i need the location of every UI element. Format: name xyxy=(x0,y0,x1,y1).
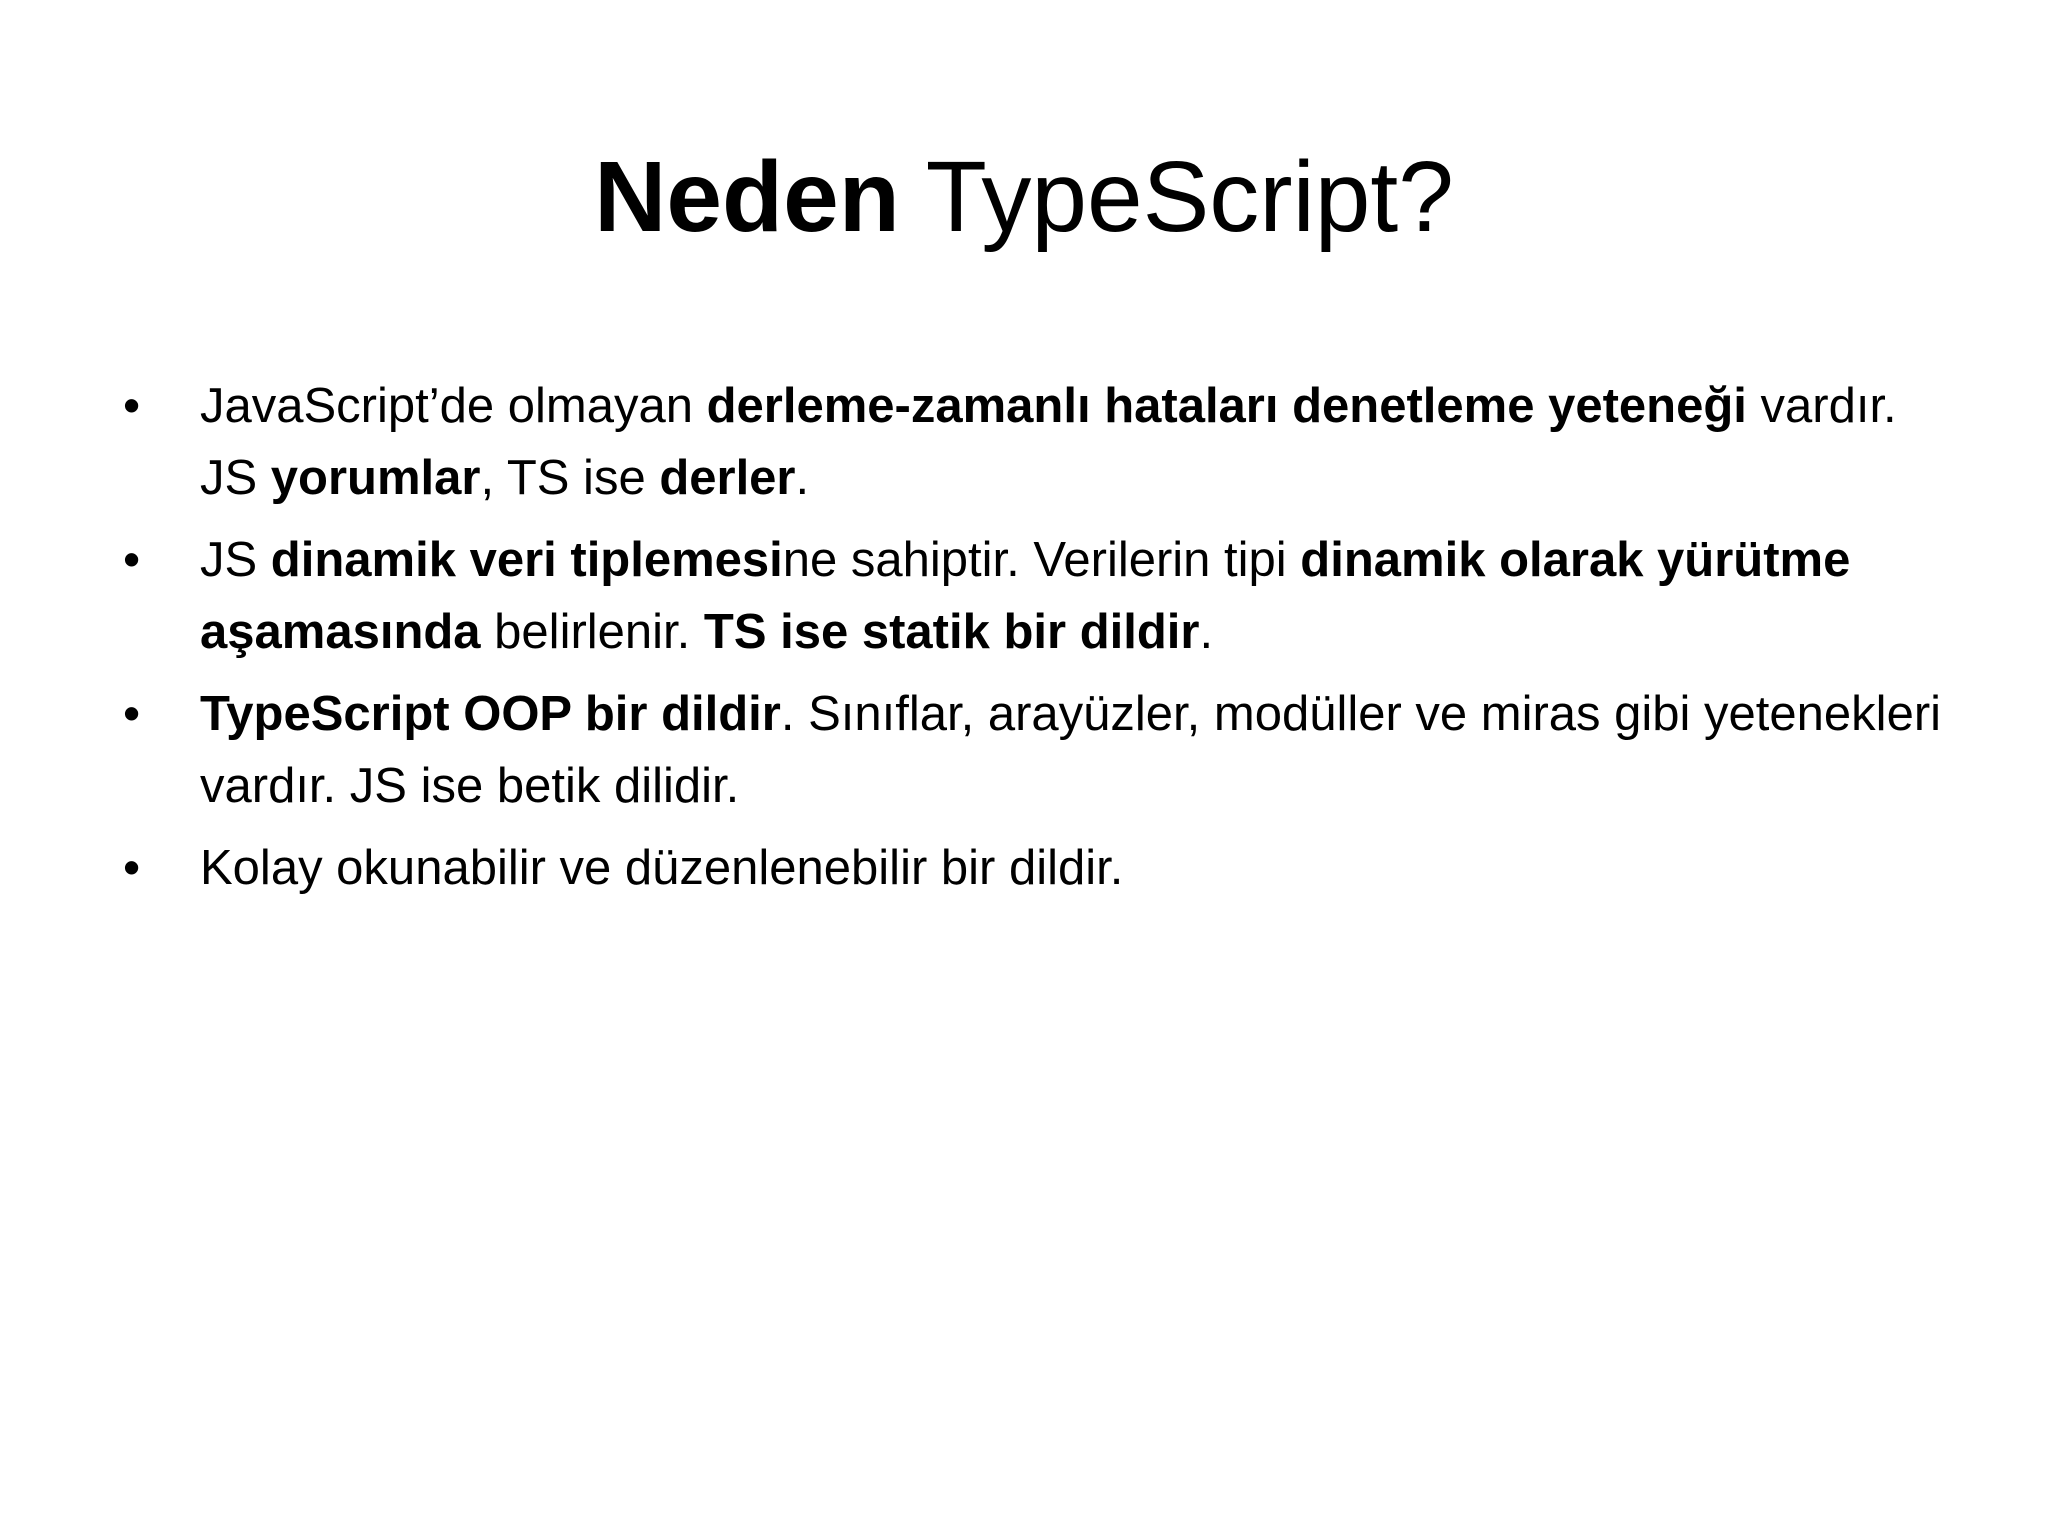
title-bold-part: Neden xyxy=(594,141,900,253)
bullet-text-segment: JS xyxy=(200,533,271,587)
bullet-text-segment: TS ise statik bir dildir xyxy=(703,605,1200,659)
bullet-text-segment: yorumlar xyxy=(270,451,481,505)
bullet-item-4 xyxy=(120,832,1960,904)
bullet-text-segment: TypeScript OOP bir dildir xyxy=(200,687,781,741)
bullet-item-3 xyxy=(120,678,1960,822)
bullet-marker: • xyxy=(123,841,141,895)
bullet-text-segment: JavaScript’de olmayan xyxy=(200,379,707,433)
bullet-text-segment: derleme-zamanlı hataları denetleme yeteneği xyxy=(706,379,1747,433)
bullet-text-segment: Kolay okunabilir ve düzenlenebilir bir dildir. xyxy=(200,841,1124,895)
bullet-text-segment: dinamik olarak yürütme aşamasında xyxy=(200,533,1851,659)
bullet-item-1 xyxy=(120,370,1960,514)
bullet-marker: • xyxy=(123,687,141,741)
bullet-list xyxy=(120,370,1960,914)
bullet-text-segment: . xyxy=(1199,605,1214,659)
bullet-item-2 xyxy=(120,524,1960,668)
bullet-text-segment: , TS ise xyxy=(480,451,660,505)
bullet-text-segment: derler xyxy=(659,451,796,505)
bullet-text-segment: . xyxy=(795,451,810,505)
bullet-text-segment: belirlenir. xyxy=(480,605,704,659)
slide-title xyxy=(0,132,2048,262)
title-regular-part: TypeScript? xyxy=(925,141,1454,253)
bullet-text-segment: ne sahiptir. Verilerin tipi xyxy=(782,533,1301,587)
bullet-text-segment: vardır. JS xyxy=(200,379,1897,505)
bullet-text-segment: . Sınıflar, arayüzler, modüller ve miras gibi yetenekleri vardır. JS ise betik dilidir. xyxy=(200,687,1942,813)
bullet-marker: • xyxy=(123,379,141,433)
bullet-text-segment: dinamik veri tiplemesi xyxy=(270,533,783,587)
bullet-marker: • xyxy=(123,533,141,587)
